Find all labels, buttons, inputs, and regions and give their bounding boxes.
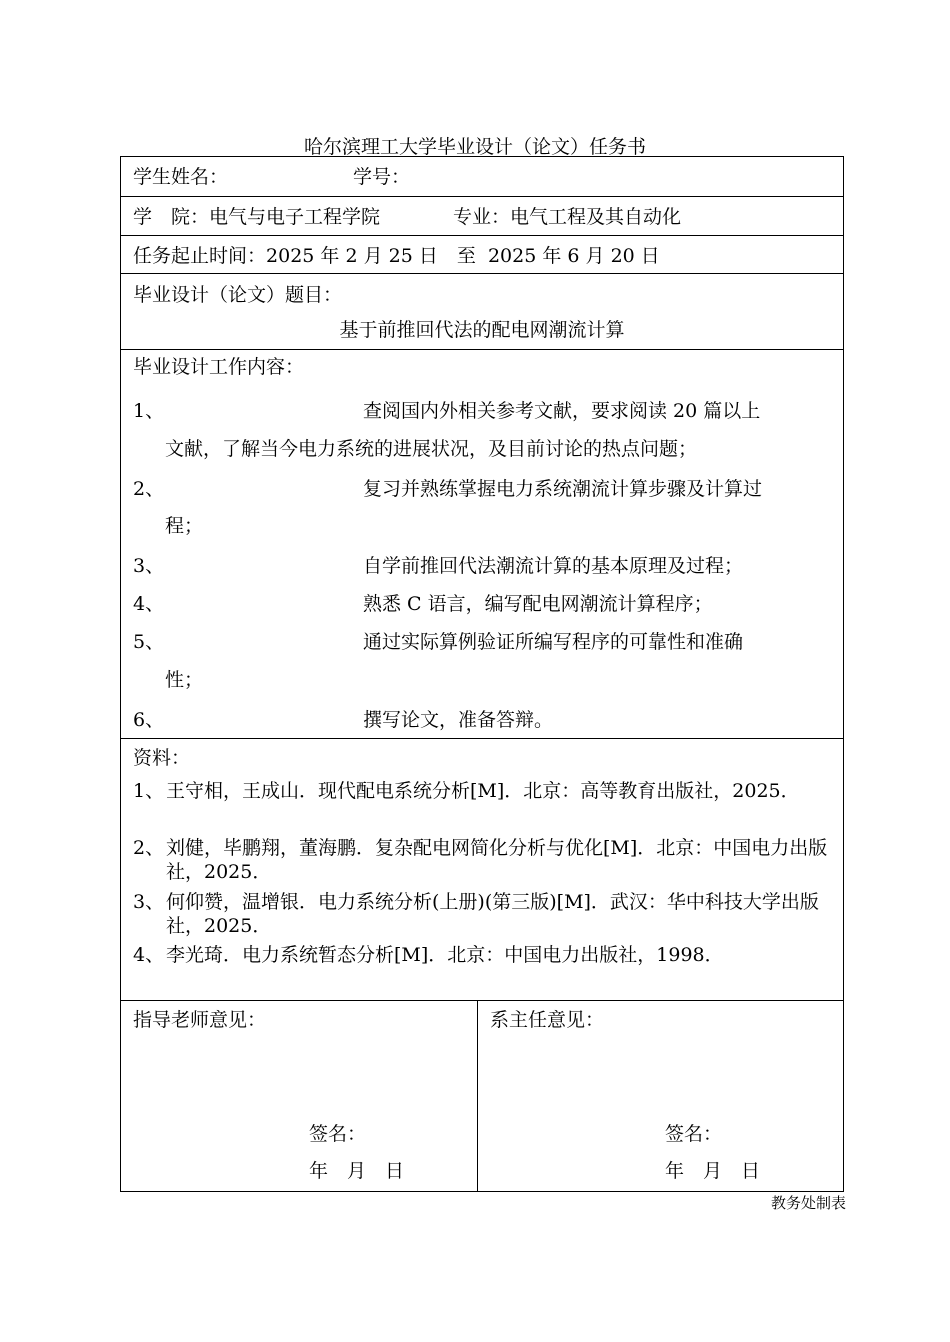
work-item-number: 1、	[133, 400, 165, 422]
references-row	[121, 739, 843, 1001]
schedule-label: 任务起止时间：	[133, 245, 267, 267]
student-name-label: 学生姓名：	[133, 166, 229, 188]
document-title: 哈尔滨理工大学毕业设计（论文）任务书	[303, 136, 646, 158]
work-item-number: 6、	[133, 709, 165, 731]
work-item-text: 通过实际算例验证所编写程序的可靠性和准确	[363, 631, 744, 653]
reference-text: 何仰赞，温增银．电力系统分析(上册)(第三版)[M]．武汉：华中科技大学出版社，2025．	[166, 891, 819, 937]
work-item-number: 5、	[133, 631, 165, 653]
college-label: 学 院：	[133, 206, 210, 228]
topic-value: 基于前推回代法的配电网潮流计算	[339, 319, 625, 341]
reference-item	[133, 943, 833, 967]
work-content-label: 毕业设计工作内容：	[133, 356, 305, 378]
reference-number: 4、	[133, 944, 165, 966]
college-row	[121, 197, 843, 236]
work-item-number: 2、	[133, 478, 165, 500]
work-item-continuation: 文献，了解当今电力系统的进展状况，及目前讨论的热点问题；	[165, 438, 698, 460]
reference-text: 刘健，毕鹏翔，董海鹏．复杂配电网简化分析与优化[M]．北京：中国电力出版社，2025．	[166, 837, 828, 883]
references-label: 资料：	[133, 747, 191, 769]
work-item-text: 复习并熟练掌握电力系统潮流计算步骤及计算过	[363, 478, 763, 500]
work-item-text: 查阅国内外相关参考文献，要求阅读 20 篇以上	[363, 400, 761, 422]
signature-row	[121, 1001, 843, 1191]
schedule-end: 2025 年 6 月 20 日	[487, 245, 660, 267]
work-item-continuation: 性；	[165, 669, 204, 691]
topic-label: 毕业设计（论文）题目：	[133, 284, 343, 306]
college-field	[133, 202, 380, 229]
head-date-label: 年 月 日	[665, 1160, 761, 1182]
work-item-continuation: 程；	[165, 515, 204, 537]
head-opinion-label: 系主任意见：	[490, 1009, 605, 1031]
reference-item	[133, 779, 833, 803]
schedule-row	[121, 236, 843, 274]
major-value: 电气工程及其自动化	[510, 206, 682, 228]
student-id-label: 学号：	[353, 166, 411, 188]
reference-item	[133, 890, 833, 938]
work-content-row	[121, 350, 843, 739]
advisor-opinion-cell	[121, 1001, 478, 1191]
reference-number: 2、	[133, 837, 165, 859]
student-row	[121, 157, 843, 197]
schedule-field	[133, 241, 660, 268]
work-item-number: 4、	[133, 593, 165, 615]
advisor-date-label: 年 月 日	[309, 1160, 405, 1182]
work-item-text: 撰写论文，准备答辩。	[363, 709, 554, 731]
head-opinion-cell	[478, 1001, 843, 1191]
reference-number: 3、	[133, 891, 165, 913]
advisor-signature-label: 签名：	[309, 1123, 367, 1145]
reference-number: 1、	[133, 780, 165, 802]
work-item-text: 自学前推回代法潮流计算的基本原理及过程；	[363, 555, 744, 577]
reference-item	[133, 836, 833, 884]
schedule-start: 2025 年 2 月 25 日	[266, 245, 438, 267]
work-item-text: 熟悉 C 语言，编写配电网潮流计算程序；	[363, 593, 713, 615]
advisor-opinion-label: 指导老师意见：	[133, 1009, 267, 1031]
work-item-number: 3、	[133, 555, 165, 577]
footer-note: 教务处制表	[770, 1194, 846, 1212]
topic-row	[121, 274, 843, 350]
reference-text: 王守相，王成山．现代配电系统分析[M]．北京：高等教育出版社，2025．	[166, 780, 800, 802]
major-label: 专业：	[453, 206, 511, 228]
head-signature-label: 签名：	[665, 1123, 723, 1145]
schedule-separator: 至	[456, 245, 476, 267]
task-form-table	[120, 156, 844, 1192]
major-field	[453, 202, 681, 229]
reference-text: 李光琦．电力系统暂态分析[M]．北京：中国电力出版社，1998．	[166, 944, 724, 966]
college-value: 电气与电子工程学院	[209, 206, 381, 228]
